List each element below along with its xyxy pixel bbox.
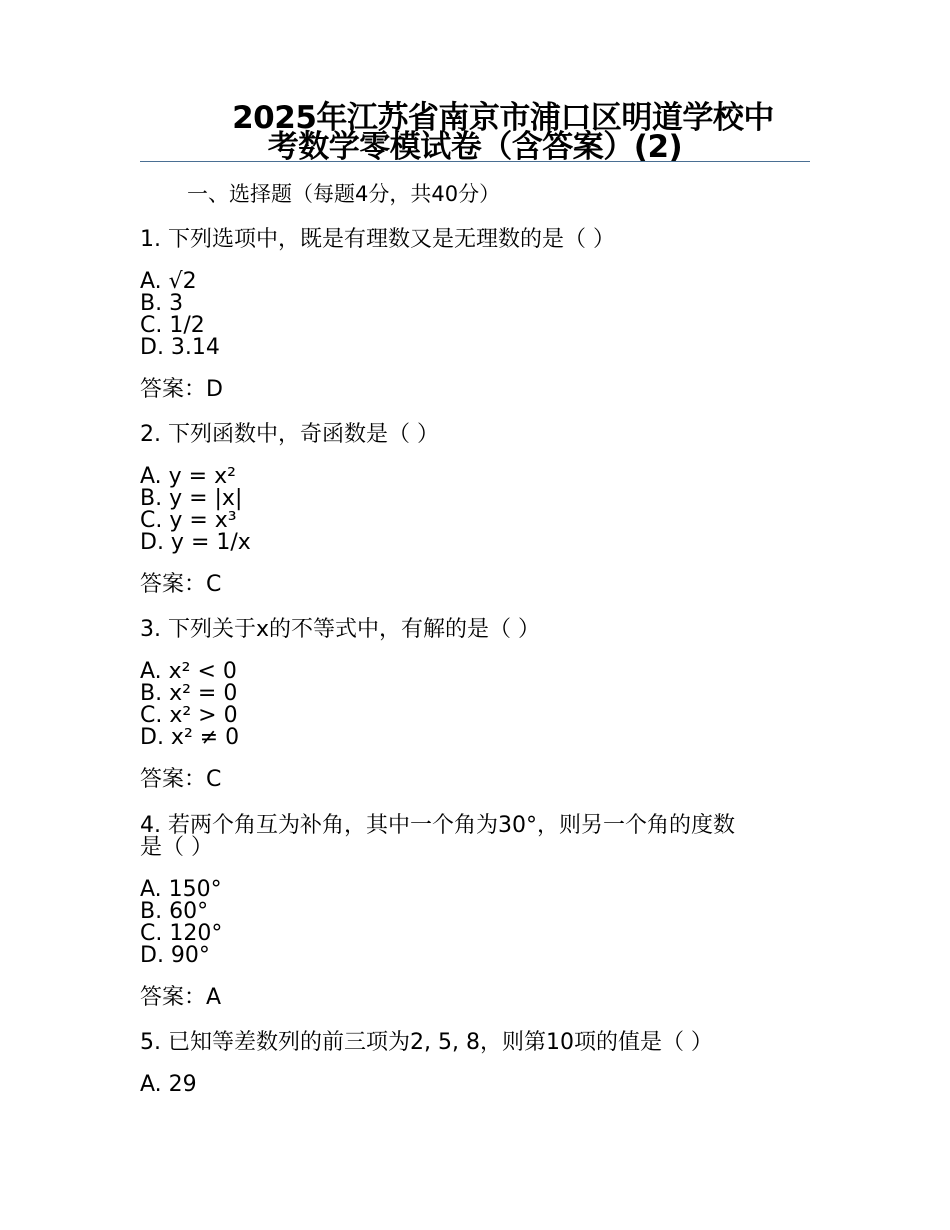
option-d: D. x² ≠ 0 [140,725,240,750]
option-list [140,879,820,967]
option-list [140,1074,820,1096]
question-stem: 3. 下列关于x的不等式中，有解的是（ ） [140,617,540,642]
question-stem: 2. 下列函数中，奇函数是（ ） [140,422,439,447]
option-c: C. x² > 0 [140,703,238,728]
option-d: D. 3.14 [140,335,220,360]
document-title [140,100,810,165]
option-d: D. 90° [140,943,210,968]
option-a: A. 150° [140,877,222,902]
option-a: A. 29 [140,1072,197,1097]
answer-text: 答案：C [140,572,222,597]
question-1 [140,229,820,401]
answer-text: 答案：D [140,377,223,402]
title-underline [140,161,810,162]
option-d: D. y = 1/x [140,530,251,555]
question-5 [140,1032,820,1096]
option-list [140,271,820,359]
question-stem: 1. 下列选项中，既是有理数又是无理数的是（ ） [140,227,615,252]
option-b: B. y = |x| [140,486,243,511]
option-a: A. y = x² [140,464,236,489]
section-heading: 一、选择题（每题4分，共40分） [187,182,501,206]
question-stem-line-1: 4. 若两个角互为补角，其中一个角为30°，则另一个角的度数 [140,813,735,838]
option-b: B. x² = 0 [140,681,238,706]
question-stem-line-2: 是（ ） [140,835,213,860]
title-line-2: 考数学零模试卷（含答案）(2) [267,129,683,165]
title-line-1: 2025年江苏省南京市浦口区明道学校中 [232,100,774,136]
option-b: B. 60° [140,899,209,924]
question-4 [140,815,820,1009]
option-list [140,661,820,749]
question-3 [140,619,820,791]
option-c: C. y = x³ [140,508,237,533]
question-2 [140,424,820,596]
answer-text: 答案：C [140,767,222,792]
answer-text: 答案：A [140,985,222,1010]
option-c: C. 1/2 [140,313,205,338]
option-list [140,466,820,554]
option-c: C. 120° [140,921,223,946]
option-a: A. √2 [140,269,197,294]
question-stem: 5. 已知等差数列的前三项为2, 5, 8，则第10项的值是（ ） [140,1030,713,1055]
option-b: B. 3 [140,291,184,316]
option-a: A. x² < 0 [140,659,237,684]
